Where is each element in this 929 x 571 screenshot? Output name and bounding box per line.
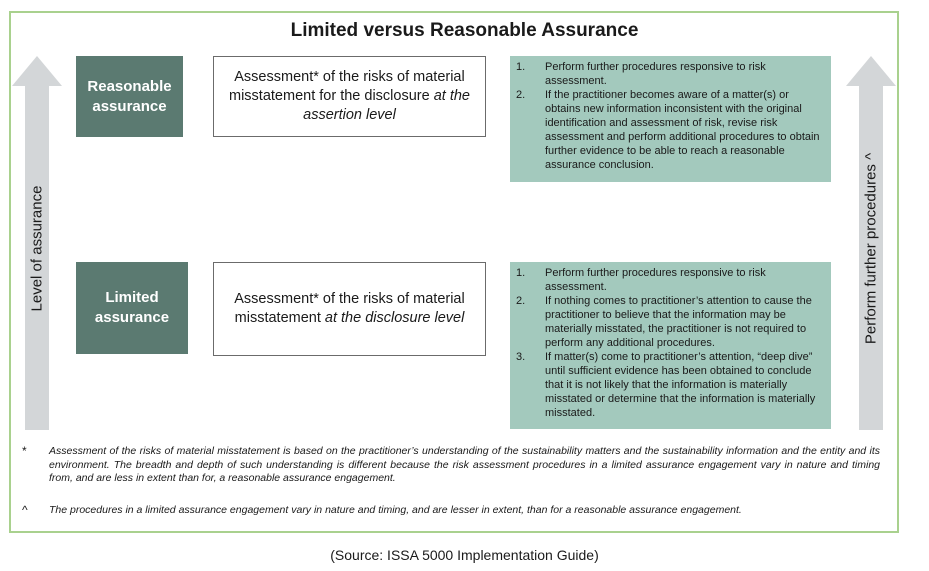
reasonable-assessment-box — [213, 56, 486, 137]
limited-assessment-italic: at the disclosure level — [324, 310, 465, 326]
reasonable-label-line1: Reasonable — [87, 77, 172, 95]
reasonable-assurance-box — [76, 56, 183, 137]
source-caption: (Source: ISSA 5000 Implementation Guide) — [330, 547, 599, 563]
limited-procedures-box — [510, 262, 831, 429]
level-of-assurance-label: Level of assurance — [28, 185, 46, 312]
reasonable-procedures-box — [510, 56, 831, 182]
footnote-mark: * — [22, 444, 27, 458]
procedure-number: 2. — [516, 89, 526, 101]
limited-procedures-list — [516, 266, 821, 420]
procedure-number: 1. — [516, 61, 526, 73]
procedure-item — [516, 60, 821, 88]
procedure-text: If matter(s) come to practitioner’s attention, “deep dive” until sufficient evidence has been obtained to conclude that it is not likely that the information is materially misstated or determine that the information is materially misstated. — [545, 351, 816, 419]
reasonable-procedures-list — [516, 60, 821, 172]
footnote-caret — [20, 504, 880, 518]
reasonable-assessment-italic: at the assertion level — [303, 88, 470, 123]
footnote-text: Assessment of the risks of material misstatement is based on the practitioner’s understanding of the sustainability matters and the sustainability information and the entity and its environment. The breadth and depth of such understanding is different because the risk assessment procedures in a limited assurance engagement vary in nature and timing from, and are less in extent than for, a reasonable assurance engagement. — [49, 445, 880, 484]
reasonable-label-line2: assurance — [92, 97, 167, 115]
reasonable-assessment-text: Assessment* of the risks of material misstatement for the disclosure — [229, 69, 465, 104]
procedure-number: 3. — [516, 351, 526, 363]
limited-assessment-text: Assessment* of the risks of material misstatement — [234, 291, 465, 326]
procedure-text: Perform further procedures responsive to risk assessment. — [545, 267, 766, 293]
procedure-text: If nothing comes to practitioner’s attention to cause the practitioner to believe that the information may be materially misstated, the practitioner is not required to perform any additional procedures. — [545, 295, 812, 349]
footnote-text: The procedures in a limited assurance engagement vary in nature and timing, and are lesser in extent, than for a reasonable assurance engagement. — [49, 503, 742, 516]
procedure-item — [516, 266, 821, 294]
procedure-text: Perform further procedures responsive to risk assessment. — [545, 61, 766, 87]
limited-label-line1: Limited — [105, 289, 159, 306]
procedure-item — [516, 88, 821, 172]
procedure-number: 2. — [516, 295, 526, 307]
procedure-text: If the practitioner becomes aware of a matter(s) or obtains new information inconsistent with the original identification and assessment of risk, revise risk assessment and perform additional procedures to obtain further evidence to be able to reach a reasonable assurance conclusion. — [545, 89, 820, 171]
limited-assurance-box — [76, 262, 188, 354]
procedure-item — [516, 294, 821, 350]
limited-label-line2: assurance — [94, 309, 170, 326]
footnote-mark: ^ — [22, 502, 28, 517]
footnotes — [20, 445, 880, 517]
procedure-number: 1. — [516, 267, 526, 279]
limited-assessment-box — [213, 262, 486, 356]
perform-further-procedures-label: Perform further procedures ^ — [862, 152, 880, 345]
diagram-title: Limited versus Reasonable Assurance — [290, 20, 639, 41]
footnote-asterisk — [20, 445, 880, 486]
procedure-item — [516, 350, 821, 420]
